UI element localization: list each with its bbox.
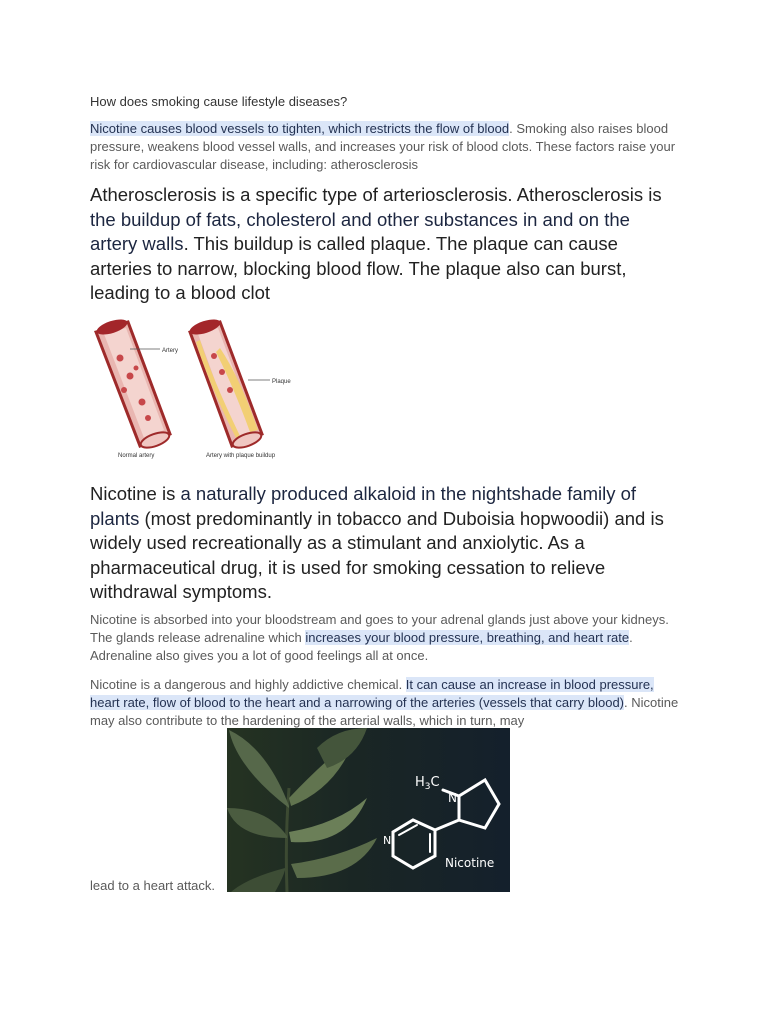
paragraph-text: . This buildup is called plaque. The plaque can cause arteries to narrow, blocking blood flow. The plaque also can burst, leading to a blood clot: [90, 233, 627, 303]
highlight-text: increases your blood pressure, breathing, and heart rate: [305, 630, 630, 645]
paragraph-text: Nicotine is absorbed into your bloodstream and goes to your adrenal glands just above your kidneys. The glands release adrenaline which: [90, 612, 669, 645]
definition-text: the buildup of fats, cholesterol and other substances in and on the artery walls: [90, 208, 630, 254]
artery-label: Artery: [162, 348, 179, 354]
plaque-label: Plaque: [272, 379, 291, 385]
highlight-text: It can cause an increase in blood pressure, heart rate, flow of blood to the heart and a narrowing of the arteries (vessels that carry blood): [90, 677, 654, 710]
paragraph-text: (most predominantly in tobacco and Duboisia hopwoodii) and is widely used recreationally as a stimulant and anxiolytic. As a pharmaceutical drug, it is used for smoking cessation to relieve withdrawal symptoms.: [90, 507, 664, 602]
paragraph-text: . Smoking also raises blood pressure, weakens blood vessel walls, and increases your risk of blood clots. These factors raise your risk for cardiovascular disease, including: atherosclerosis: [90, 121, 676, 172]
methyl-formula-label: $H_3C$: [415, 775, 440, 792]
closing-text: lead to a heart attack.: [90, 878, 216, 893]
paragraph-nicotine-definition: [90, 482, 680, 605]
paragraph-dangers: [90, 676, 680, 730]
paragraph-text: Nicotine is a dangerous and highly addictive chemical.: [90, 677, 406, 692]
pyridine-nitrogen-label: N: [383, 834, 392, 847]
paragraph-text: . Adrenaline also gives you a lot of good feelings all at once.: [90, 630, 633, 663]
paragraph-text: Atherosclerosis is a specific type of arteriosclerosis. Atherosclerosis is: [90, 184, 662, 205]
normal-artery-drawing: [95, 318, 171, 451]
pyrrolidine-nitrogen-label: N: [448, 791, 457, 805]
paragraph-text: Nicotine is: [90, 483, 181, 504]
paragraph-adrenaline: [90, 611, 680, 665]
question-heading: How does smoking cause lifestyle diseases?: [90, 94, 348, 109]
paragraph-atherosclerosis: [90, 183, 680, 306]
paragraph-smoking-effects: [90, 120, 680, 174]
caption-normal-artery: Normal artery: [118, 453, 155, 459]
artery-illustration: [90, 318, 310, 463]
definition-text: a naturally produced alkaloid in the nightshade family of plants: [90, 483, 637, 529]
caption-plaque-artery: Artery with plaque buildup: [206, 453, 276, 459]
highlight-text: Nicotine causes blood vessels to tighten, which restricts the flow of blood: [90, 121, 510, 136]
plaque-artery-drawing: [188, 318, 263, 451]
nicotine-tobacco-image: [227, 728, 510, 892]
nicotine-image-label: Nicotine: [445, 856, 495, 870]
paragraph-text: . Nicotine may also contribute to the hardening of the arterial walls, which in turn, may: [90, 695, 679, 728]
